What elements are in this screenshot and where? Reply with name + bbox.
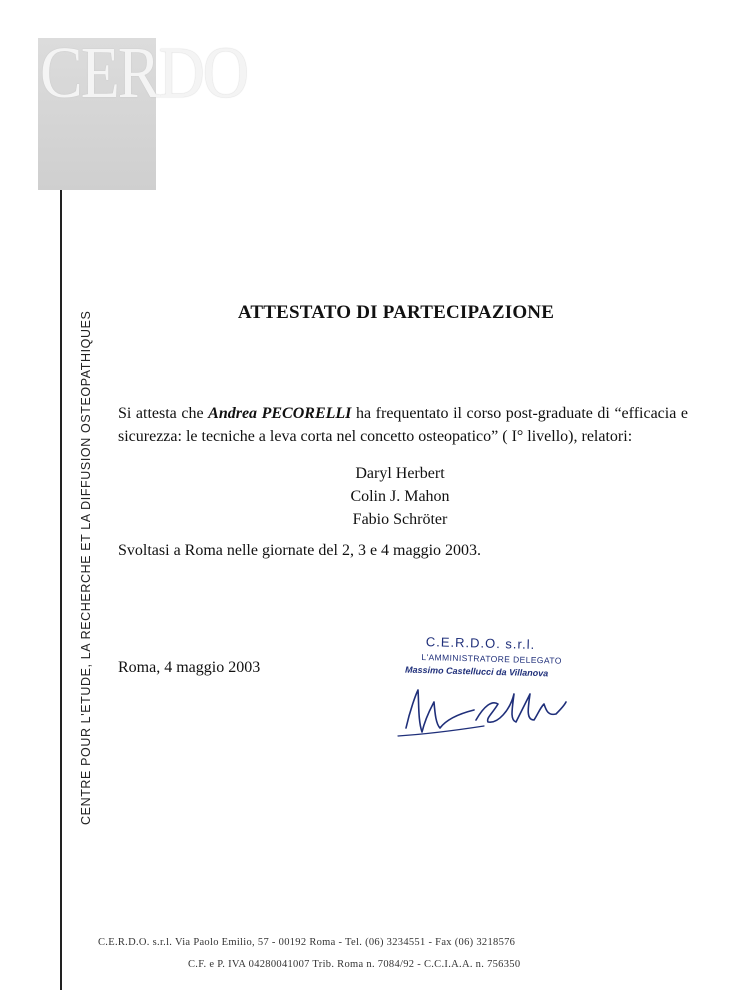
place-and-date: Roma, 4 maggio 2003 xyxy=(118,659,261,676)
stamp-company: C.E.R.D.O. s.r.l. xyxy=(425,634,536,652)
cerdo-logo: CERDO xyxy=(40,31,247,114)
organization-name-vertical: CENTRE POUR L'ETUDE, LA RECHERCHE ET LA DIFFUSION OSTEOPATHIQUES xyxy=(79,310,93,825)
participant-name: Andrea PECORELLI xyxy=(208,405,352,422)
intro-body: ha frequentato il corso post-graduate di “efficacia e sicurezza: le tecniche a leva corta nel concetto osteopatico” ( I° livello), relatori: xyxy=(118,405,688,445)
company-stamp xyxy=(398,633,598,679)
course-dates: Svoltasi a Roma nelle giornate del 2, 3 e 4 maggio 2003. xyxy=(118,542,482,559)
speaker-item: Daryl Herbert xyxy=(355,465,445,482)
footer-registration: C.F. e P. IVA 04280041007 Trib. Roma n. 7084/92 - C.C.I.A.A. n. 756350 xyxy=(188,959,521,970)
intro-prefix: Si attesta che xyxy=(118,405,204,422)
stamp-role: L'AMMINISTRATORE DELEGATO xyxy=(421,652,562,666)
handwritten-signature xyxy=(388,680,588,740)
footer-address: C.E.R.D.O. s.r.l. Via Paolo Emilio, 57 - 00192 Roma - Tel. (06) 3234551 - Fax (06) 3218576 xyxy=(98,937,516,948)
document-title: ATTESTATO DI PARTECIPAZIONE xyxy=(237,302,555,323)
speakers-list xyxy=(0,462,732,531)
stamp-person: Massimo Castellucci da Villanova xyxy=(404,664,549,679)
speaker-item: Fabio Schröter xyxy=(352,511,448,528)
speaker-item: Colin J. Mahon xyxy=(350,488,450,505)
attestation-paragraph xyxy=(118,402,688,448)
